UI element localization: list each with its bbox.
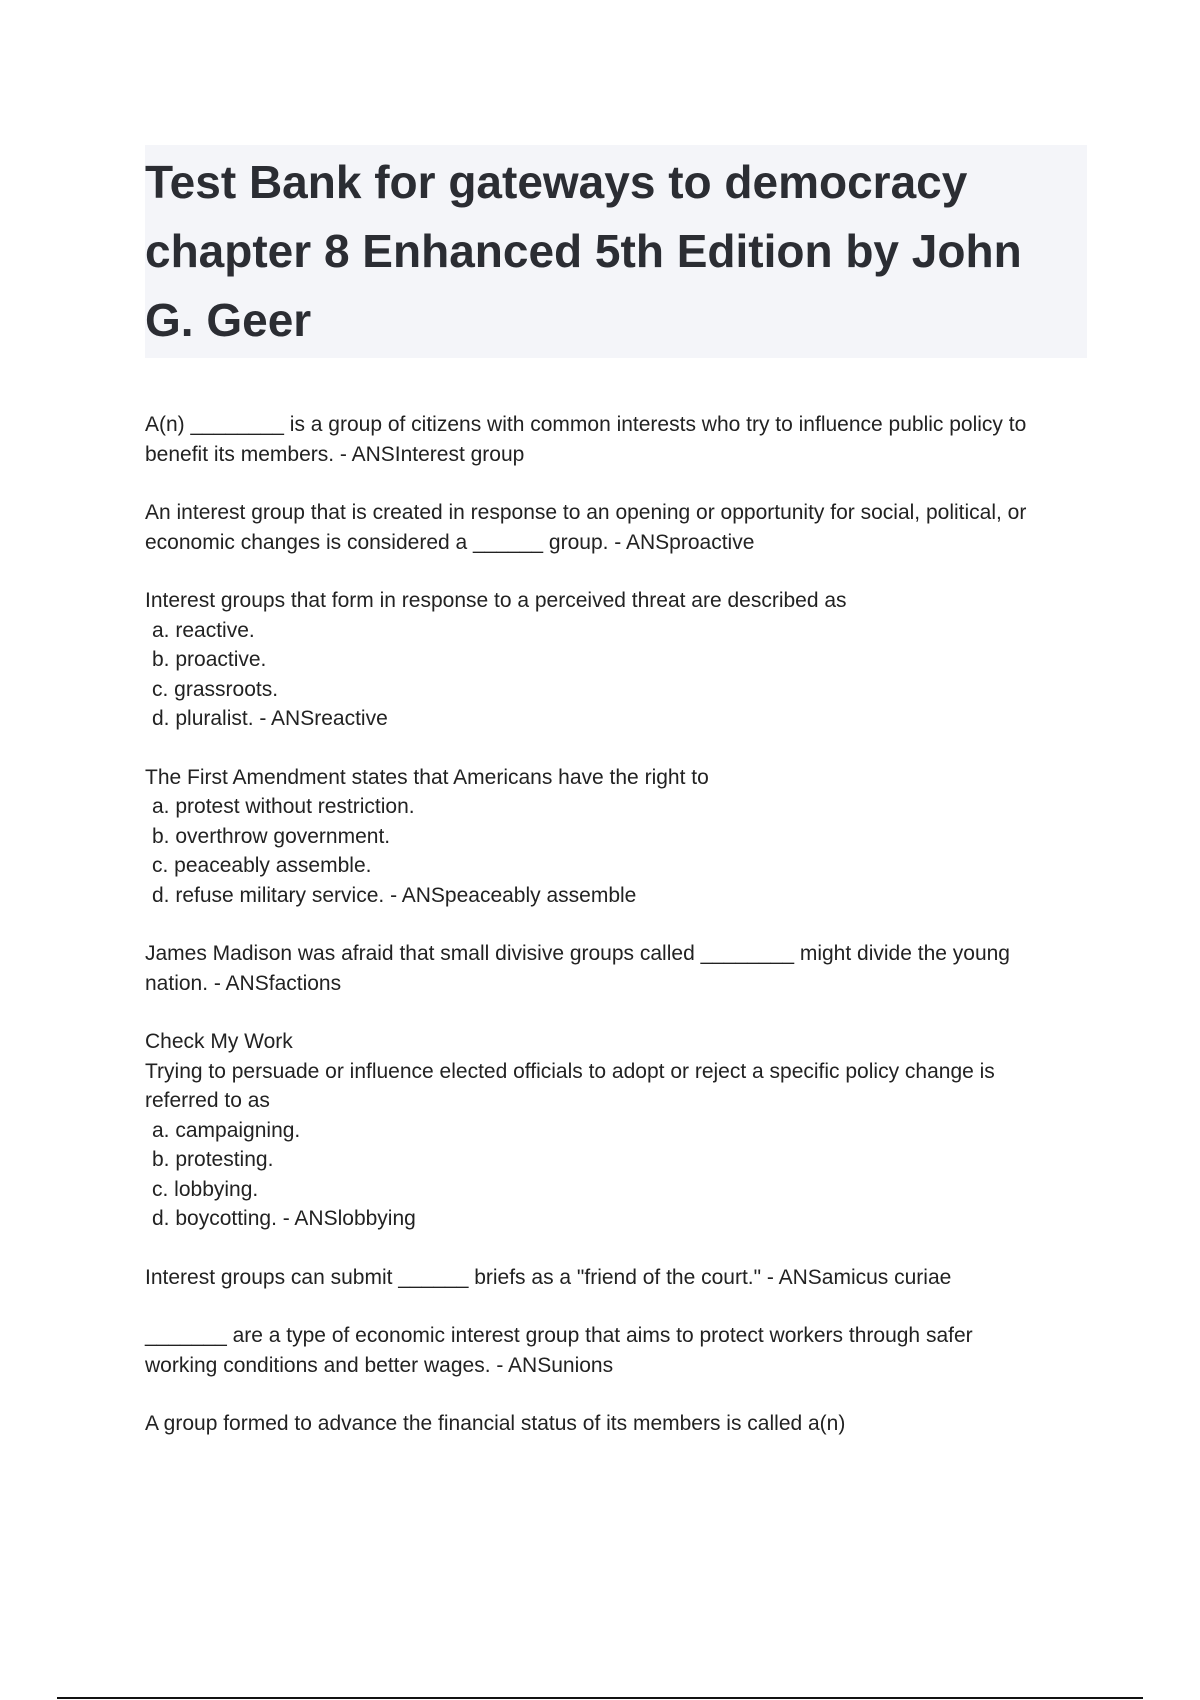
answer-option: d. boycotting. - ANSlobbying (152, 1207, 416, 1230)
question-text-line: nation. - ANSfactions (145, 971, 342, 995)
answer-option: a. reactive. (152, 618, 255, 642)
answer-option: c. grassroots. (152, 677, 279, 701)
answer-option: a. protest without restriction. (152, 795, 415, 818)
question-item (145, 1027, 1095, 1234)
question-text-line: benefit its members. - ANSInterest group (145, 442, 525, 466)
question-item (145, 1409, 1095, 1439)
document-title: Test Bank for gateways to democracy chapter 8 Enhanced 5th Edition by John G. Geer (145, 156, 1022, 346)
question-text-line: The First Amendment states that Americans have the right to (145, 765, 709, 789)
question-text-line: economic changes is considered a ______ group. - ANSproactive (145, 530, 755, 554)
question-text-line: working conditions and better wages. - ANSunions (145, 1353, 614, 1377)
question-text-line: Interest groups that form in response to a perceived threat are described as (145, 589, 847, 612)
question-text-line: An interest group that is created in response to an opening or opportunity for social, political, or (145, 501, 1027, 524)
question-item (145, 939, 1095, 998)
question-text-line: Check My Work (145, 1030, 293, 1053)
question-text-line: A group formed to advance the financial status of its members is called a(n) (145, 1412, 846, 1435)
question-item (145, 586, 1095, 734)
question-item (145, 1263, 1095, 1293)
answer-option: b. protesting. (152, 1148, 274, 1171)
question-text-line: _______ are a type of economic interest group that aims to protect workers through safer (145, 1324, 973, 1347)
answer-option: c. peaceably assemble. (152, 854, 372, 877)
question-text-line: James Madison was afraid that small divisive groups called ________ might divide the young (145, 942, 1010, 965)
question-list (145, 410, 1095, 1468)
question-item (145, 498, 1095, 557)
title-banner (145, 145, 1087, 358)
page-bottom-rule (57, 1697, 1143, 1699)
question-text-line: A(n) ________ is a group of citizens with common interests who try to influence public policy to (145, 413, 1027, 436)
question-item (145, 763, 1095, 911)
question-item (145, 410, 1095, 469)
question-item (145, 1321, 1095, 1380)
answer-option: b. overthrow government. (152, 824, 391, 848)
answer-option: c. lobbying. (152, 1177, 259, 1201)
answer-option: a. campaigning. (152, 1118, 301, 1142)
answer-option: d. pluralist. - ANSreactive (152, 707, 388, 730)
question-text-line: Trying to persuade or influence elected officials to adopt or reject a specific policy change is (145, 1059, 995, 1083)
answer-option: d. refuse military service. - ANSpeaceably assemble (152, 883, 637, 907)
question-text-line: Interest groups can submit ______ briefs as a "friend of the court." - ANSamicus curiae (145, 1265, 952, 1289)
answer-option: b. proactive. (152, 648, 267, 671)
question-text-line: referred to as (145, 1089, 270, 1112)
